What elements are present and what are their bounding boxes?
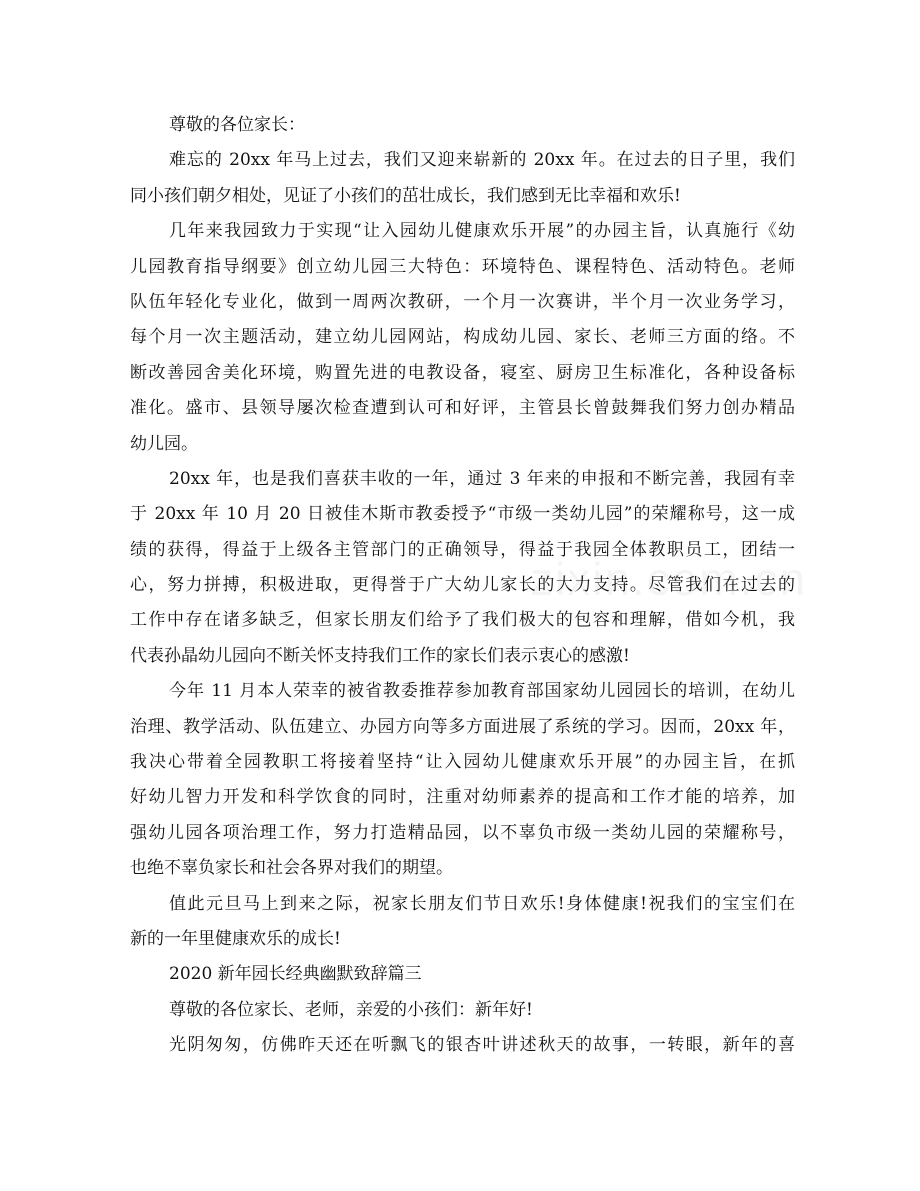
text-line: 治理、教学活动、队伍建立、办园方向等多方面进展了系统的学习。因而，20xx 年， bbox=[130, 716, 795, 737]
text-line: 同小孩们朝夕相处，见证了小孩们的茁壮成长，我们感到无比幸福和欢乐! bbox=[130, 185, 681, 206]
text-line: 难忘的 20xx 年马上过去，我们又迎来崭新的 20xx 年。在过去的日子里，我们 bbox=[169, 150, 795, 171]
text-line: 值此元旦马上到来之际，祝家长朋友们节日欢乐!身体健康!祝我们的宝宝们在 bbox=[169, 893, 795, 914]
text-line: 代表孙晶幼儿园向不断关怀支持我们工作的家长们表示衷心的感激! bbox=[130, 645, 630, 666]
text-line: 我决心带着全园教职工将接着坚持“让入园幼儿健康欢乐开展”的办园主旨，在抓 bbox=[130, 752, 795, 773]
text-line: 儿园教育指导纲要》创立幼儿园三大特色：环境特色、课程特色、活动特色。老师 bbox=[130, 256, 795, 277]
text-line: 断改善园舍美化环境，购置先进的电教设备，寝室、厨房卫生标准化，各种设备标 bbox=[130, 362, 795, 383]
text-line: 绩的获得，得益于上级各主管部门的正确领导，得益于我园全体教职员工，团结一 bbox=[130, 539, 795, 560]
text-line: 几年来我园致力于实现“让入园幼儿健康欢乐开展”的办园主旨，认真施行《幼 bbox=[169, 221, 795, 242]
text-line: 今年 11 月本人荣幸的被省教委推荐参加教育部国家幼儿园园长的培训，在幼儿 bbox=[169, 681, 795, 702]
text-line: 也绝不辜负家长和社会各界对我们的期望。 bbox=[130, 858, 453, 879]
section-heading: 2020 新年园长经典幽默致辞篇三 bbox=[169, 964, 422, 985]
document-body bbox=[130, 108, 795, 1064]
text-line: 光阴匆匆，仿佛昨天还在听飘飞的银杏叶讲述秋天的故事，一转眼，新年的喜 bbox=[169, 1035, 795, 1056]
text-line: 每个月一次主题活动，建立幼儿园网站，构成幼儿园、家长、老师三方面的络。不 bbox=[130, 327, 795, 348]
text-line: 强幼儿园各项治理工作，努力打造精品园，以不辜负市级一类幼儿园的荣耀称号， bbox=[130, 822, 795, 843]
text-line: 新的一年里健康欢乐的成长! bbox=[130, 928, 341, 949]
text-line: 队伍年轻化专业化，做到一周两次教研，一个月一次赛讲，半个月一次业务学习， bbox=[130, 291, 795, 312]
text-line: 好幼儿智力开发和科学饮食的同时，注重对幼师素养的提高和工作才能的培养，加 bbox=[130, 787, 795, 808]
text-line: 幼儿园。 bbox=[130, 433, 198, 454]
text-line: 于 20xx 年 10 月 20 日被佳木斯市教委授予“市级一类幼儿园”的荣耀称号，这一成 bbox=[130, 504, 795, 525]
text-line: 20xx 年，也是我们喜获丰收的一年，通过 3 年来的申报和不断完善，我园有幸 bbox=[169, 468, 795, 489]
text-line: 工作中存在诸多缺乏，但家长朋友们给予了我们极大的包容和理解，借如今机，我 bbox=[130, 610, 795, 631]
text-line: 尊敬的各位家长： bbox=[169, 115, 305, 135]
text-line: 准化。盛市、县领导屡次检查遭到认可和好评，主管县长曾鼓舞我们努力创办精品 bbox=[130, 398, 795, 419]
text-line: 心，努力拼搏，积极进取，更得誉于广大幼儿家长的大力支持。尽管我们在过去的 bbox=[130, 575, 795, 596]
text-line: 尊敬的各位家长、老师，亲爱的小孩们：新年好! bbox=[169, 999, 533, 1020]
